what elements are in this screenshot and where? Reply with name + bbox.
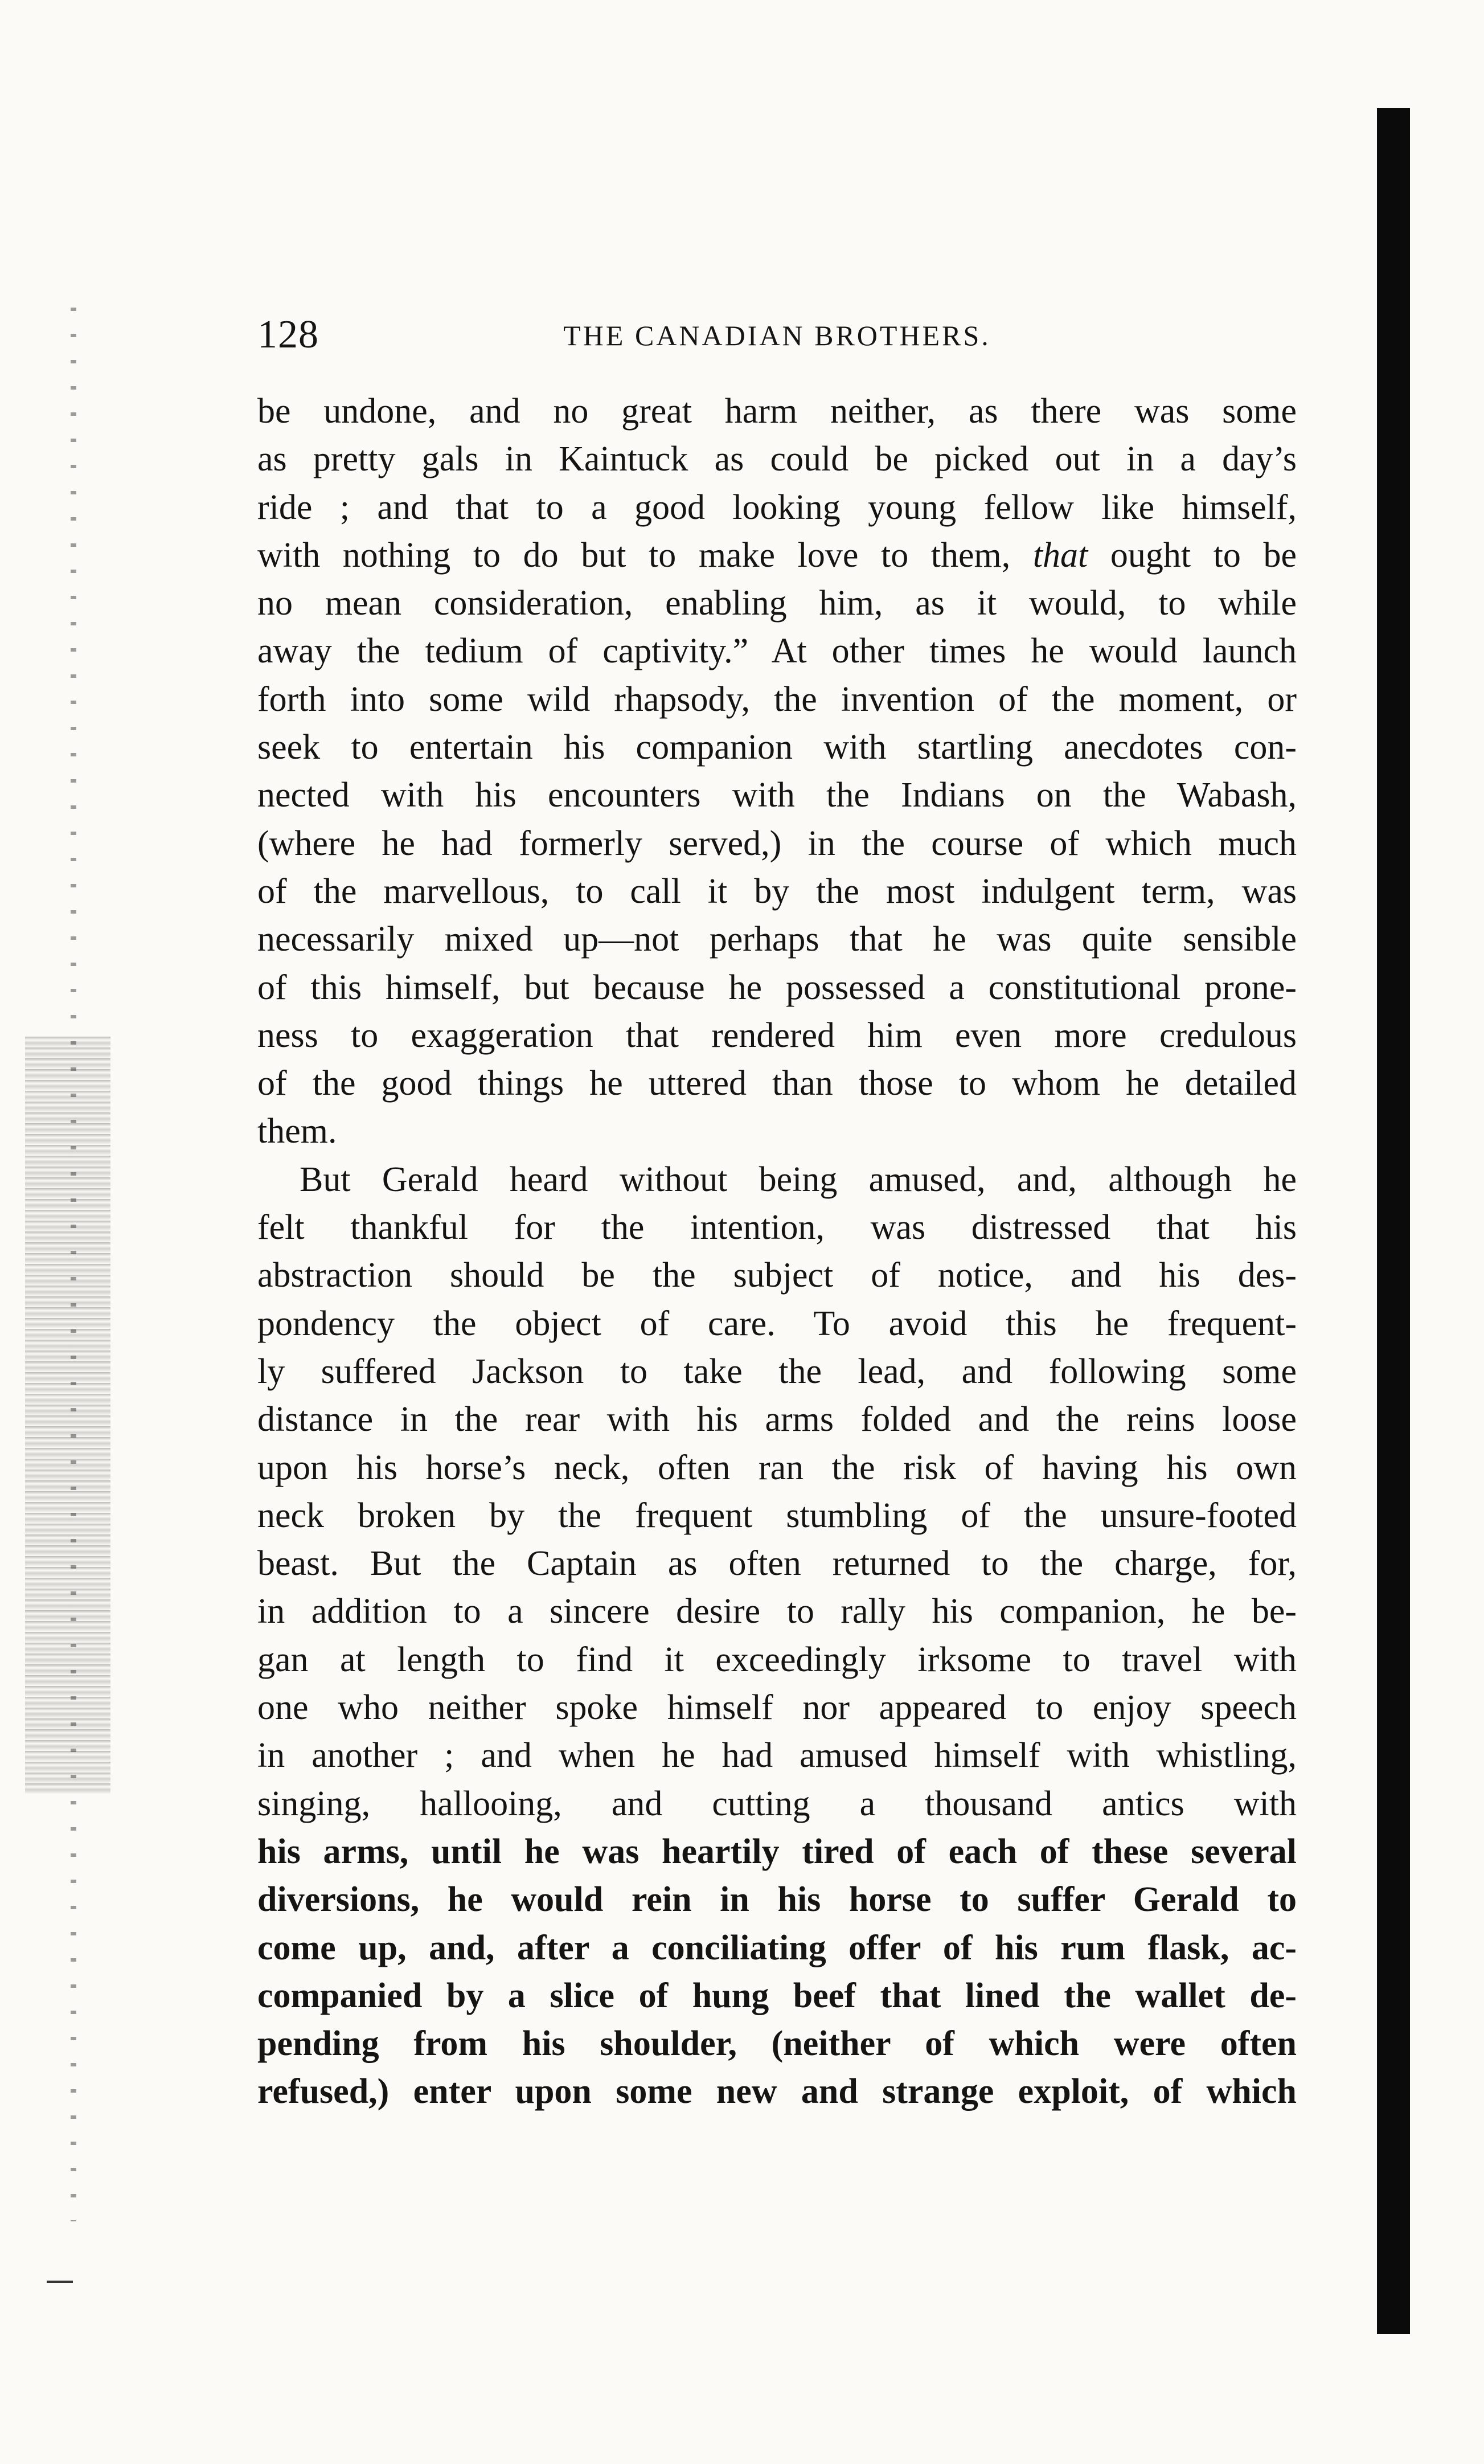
text-line: neck broken by the frequent stumbling of the unsure-footed <box>257 1496 1297 1535</box>
text-line: distance in the rear with his arms folded and the reins loose <box>257 1400 1297 1439</box>
text-line: be undone, and no great harm neither, as there was some <box>257 392 1297 431</box>
text-line: But Gerald heard without being amused, and, although he <box>300 1160 1297 1199</box>
text-line: in addition to a sincere desire to rally his companion, he be- <box>257 1592 1297 1631</box>
text-line: nected with his encounters with the Indians on the Wabash, <box>257 776 1297 815</box>
running-head: THE CANADIAN BROTHERS. <box>563 320 991 351</box>
text-line: gan at length to find it exceedingly irksome to travel with <box>257 1640 1297 1679</box>
text-line: of the good things he uttered than those to whom he detailed <box>257 1064 1297 1103</box>
text-line: ness to exaggeration that rendered him even more credulous <box>257 1016 1297 1055</box>
text-line: beast. But the Captain as often returned to the charge, for, <box>257 1544 1297 1583</box>
text-line: ride ; and that to a good looking young fellow like himself, <box>257 488 1297 527</box>
text-line: of this himself, but because he possessed a constitutional prone- <box>257 968 1297 1007</box>
text-line: ly suffered Jackson to take the lead, and following some <box>257 1352 1297 1391</box>
text-line: seek to entertain his companion with startling anecdotes con- <box>257 728 1297 767</box>
text-line: necessarily mixed up—not perhaps that he was quite sensible <box>257 920 1297 959</box>
text-line: in another ; and when he had amused himself with whistling, <box>257 1736 1297 1775</box>
text-line: his arms, until he was heartily tired of each of these several <box>257 1832 1297 1871</box>
text-line: upon his horse’s neck, often ran the risk of having his own <box>257 1448 1297 1487</box>
text-line: come up, and, after a conciliating offer of his rum flask, ac- <box>257 1928 1297 1967</box>
text-line: felt thankful for the intention, was distressed that his <box>257 1208 1297 1247</box>
italic-word: that <box>1032 535 1088 575</box>
text-line: singing, hallooing, and cutting a thousand antics with <box>257 1784 1297 1823</box>
text-line: refused,) enter upon some new and strange exploit, of which <box>257 2072 1297 2111</box>
page-header <box>257 312 1297 358</box>
text-line: diversions, he would rein in his horse to suffer Gerald to <box>257 1880 1297 1919</box>
text-line: them. <box>257 1112 337 1151</box>
text-line: as pretty gals in Kaintuck as could be picked out in a day’s <box>257 440 1297 479</box>
body-text <box>257 387 1297 2116</box>
text-line: one who neither spoke himself nor appeared to enjoy speech <box>257 1688 1297 1728</box>
margin-mark <box>47 2281 73 2283</box>
margin-bleed-through <box>25 1037 110 1794</box>
page-number: 128 <box>257 313 319 357</box>
text-line: companied by a slice of hung beef that lined the wallet de- <box>257 1976 1297 2015</box>
text-line: forth into some wild rhapsody, the invention of the moment, or <box>257 680 1297 719</box>
text-line: of the marvellous, to call it by the most indulgent term, was <box>257 871 1297 911</box>
text-line: no mean consideration, enabling him, as it would, to while <box>257 584 1297 623</box>
text-line: (where he had formerly served,) in the course of which much <box>257 824 1297 863</box>
text-line: pondency the object of care. To avoid this he frequent- <box>257 1304 1297 1343</box>
page-edge-shadow <box>1377 108 1410 2334</box>
text-line: pending from his shoulder, (neither of which were often <box>257 2024 1297 2064</box>
text-line: with nothing to do but to make love to them, that ought to be <box>257 535 1297 575</box>
text-line: abstraction should be the subject of notice, and his des- <box>257 1256 1297 1295</box>
text-line: away the tedium of captivity.” At other times he would launch <box>257 632 1297 671</box>
